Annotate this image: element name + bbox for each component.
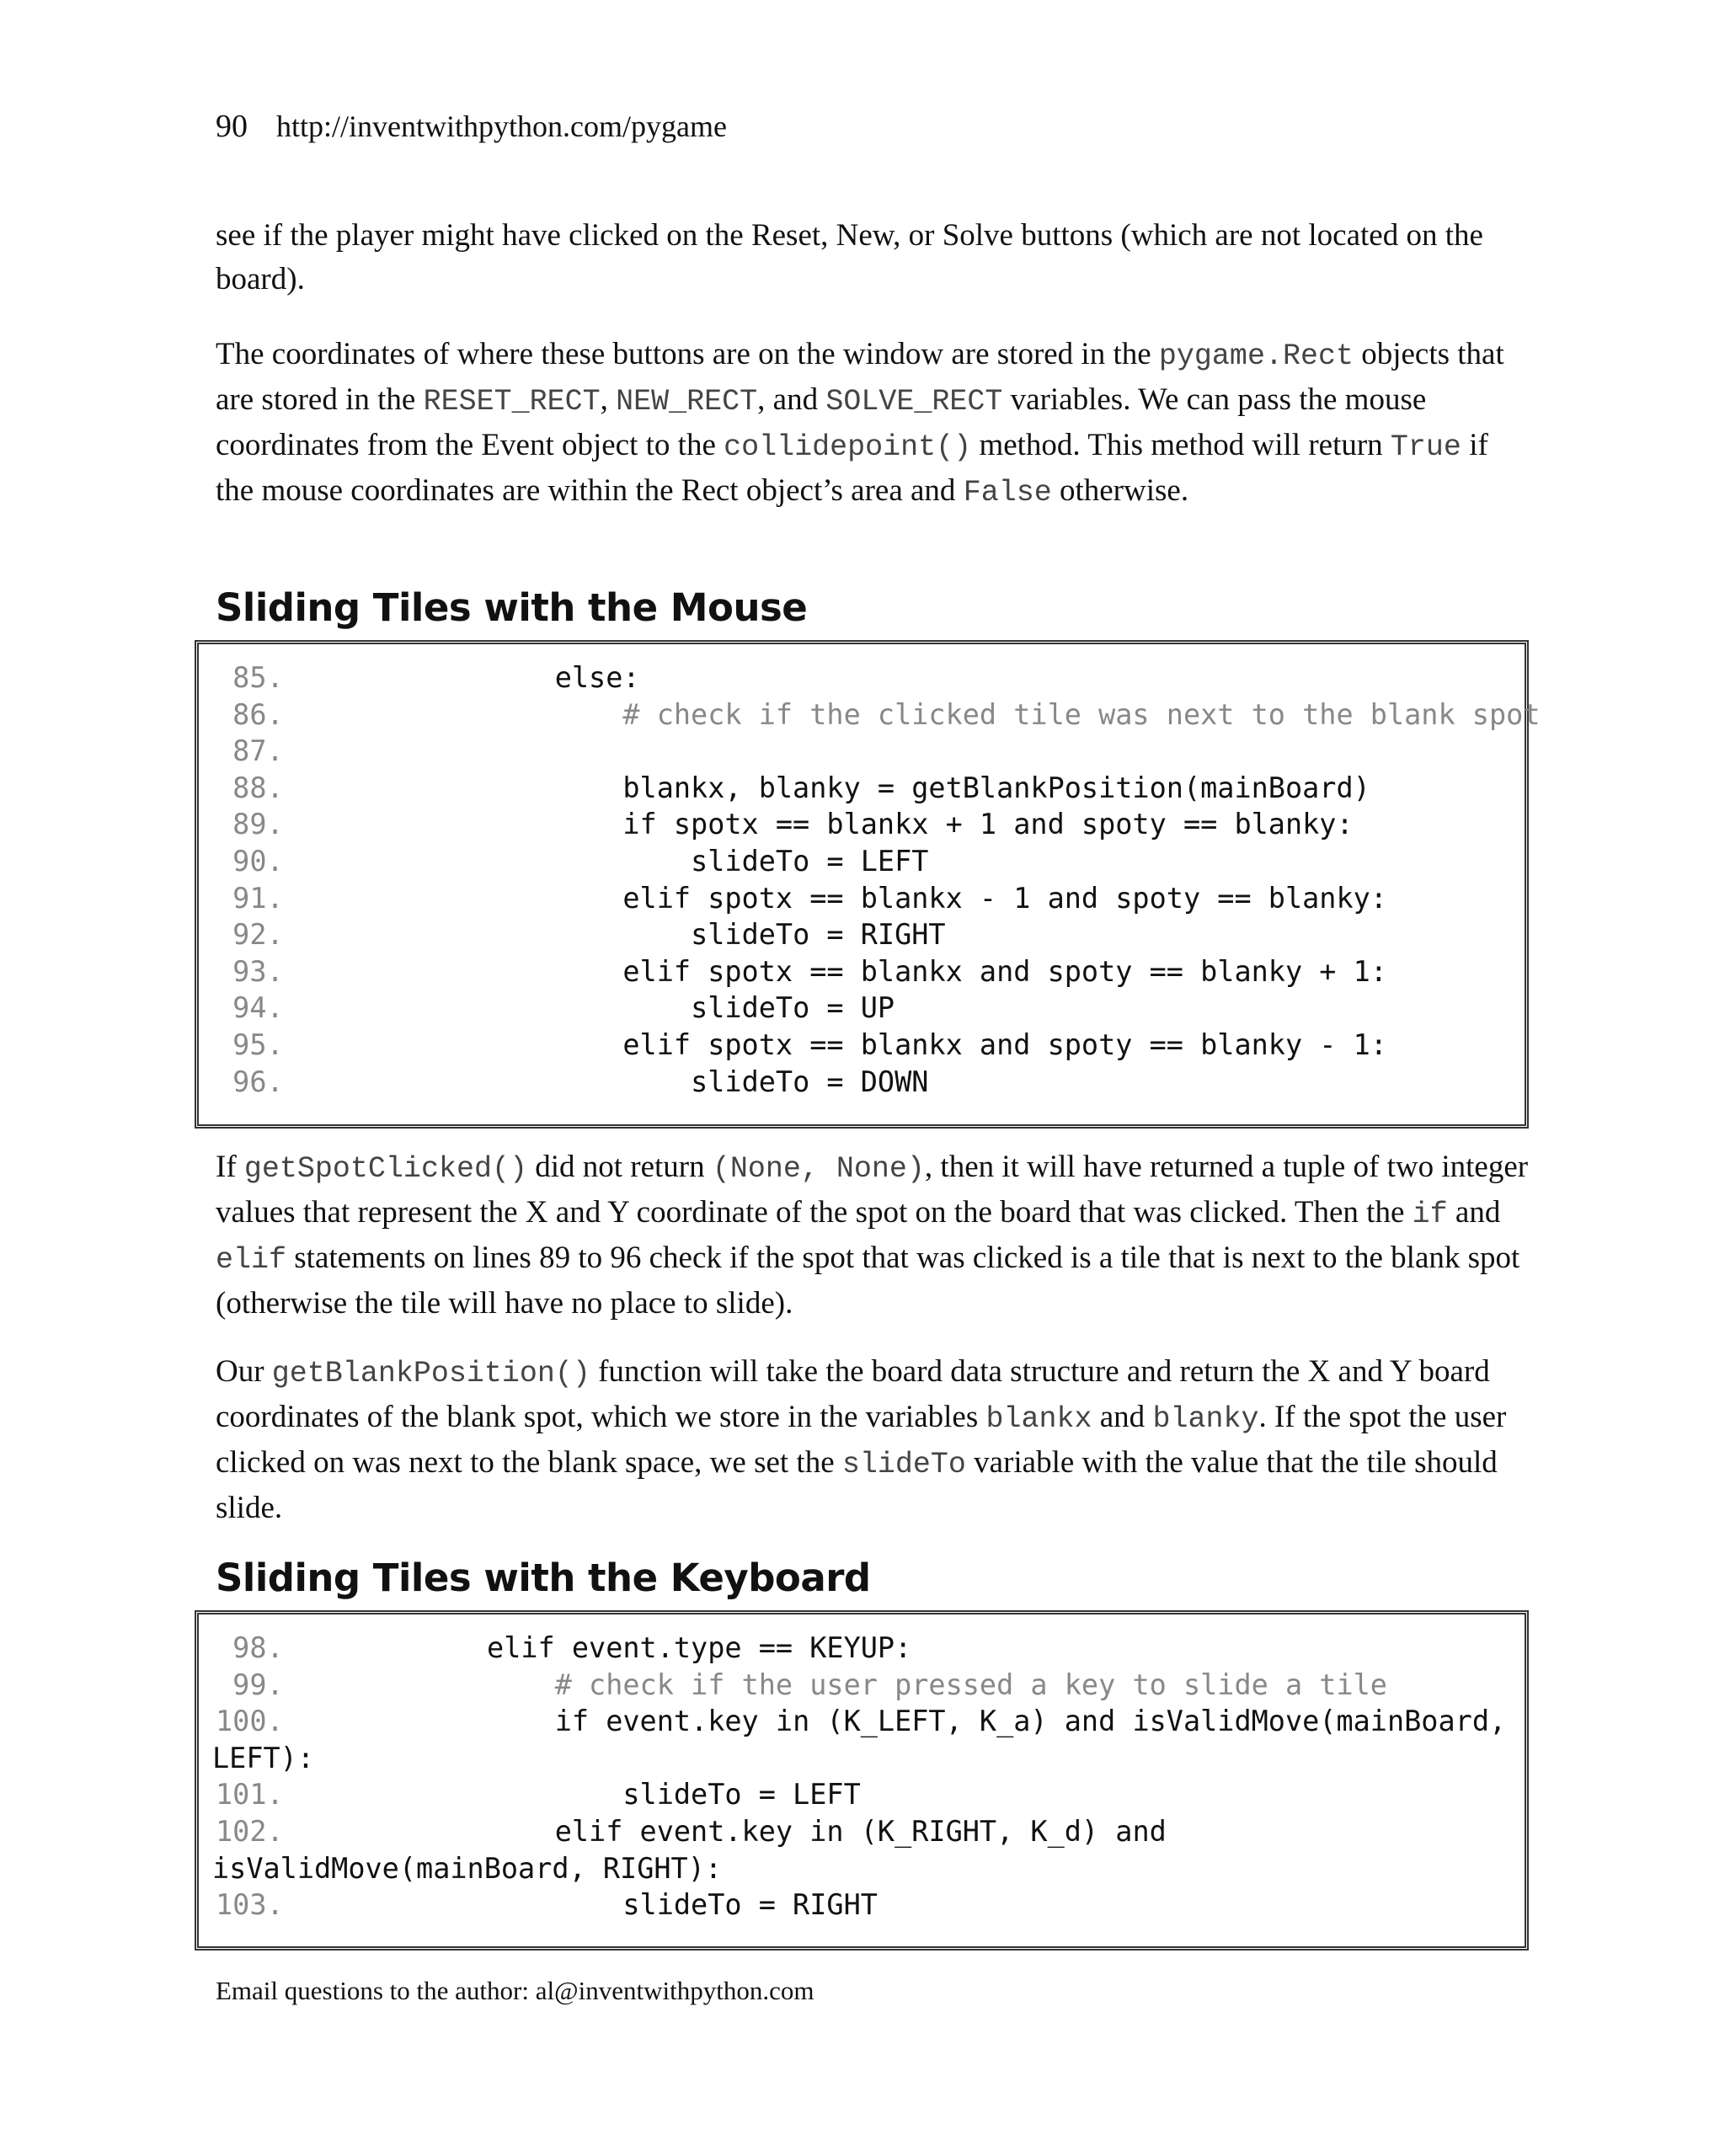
code-indent <box>283 991 691 1024</box>
line-number: 85. <box>216 661 284 694</box>
code-line <box>216 1064 1525 1101</box>
line-number: 101. <box>216 1778 284 1812</box>
code-text: slideTo = LEFT <box>622 1778 861 1812</box>
paragraph-spot-clicked <box>216 1145 1530 1326</box>
code-line <box>216 770 1525 807</box>
code-indent <box>283 1888 622 1921</box>
line-number: 103. <box>216 1888 284 1922</box>
inline-code: collidepoint() <box>724 430 972 464</box>
line-number: 91. <box>216 881 284 915</box>
code-indent <box>283 1028 622 1061</box>
code-comment: # check if the user pressed a key to slide a tile <box>554 1668 1387 1701</box>
text-run: . If the spot the user clicked on was next to the blank space, we set the <box>216 1400 1507 1480</box>
code-text: slideTo = UP <box>691 991 895 1025</box>
code-text: blankx, blanky = getBlankPosition(mainBoard) <box>622 771 1370 804</box>
code-indent <box>283 698 622 731</box>
paragraph-text: see if the player might have clicked on the Reset, New, or Solve buttons (which are not located on the board). <box>216 218 1483 296</box>
line-number: 100. <box>216 1705 284 1738</box>
line-number: 89. <box>216 808 284 841</box>
text-run: The coordinates of where these buttons are on the window are stored in the <box>216 337 1159 371</box>
section-heading-keyboard: Sliding Tiles with the Keyboard <box>216 1556 871 1600</box>
line-number: 96. <box>216 1065 284 1098</box>
code-line <box>216 953 1525 990</box>
code-text: else: <box>554 661 640 694</box>
text-run: otherwise. <box>1051 473 1189 508</box>
text-run: did not return <box>526 1150 713 1184</box>
code-listing-body <box>199 644 1541 1115</box>
text-run: objects that are stored in the <box>216 337 1504 417</box>
inline-code: elif <box>216 1243 287 1277</box>
code-text: slideTo = RIGHT <box>691 918 946 952</box>
text-run: Our <box>216 1354 272 1389</box>
inline-code: getSpotClicked() <box>243 1152 527 1186</box>
text-run: and <box>1447 1195 1501 1230</box>
text-run: if the mouse coordinates are within the Rect object’s area and <box>216 428 1488 508</box>
code-text: elif event.type == KEYUP: <box>487 1631 912 1664</box>
inline-code: (None, None) <box>712 1152 925 1186</box>
text-run: , then it will have returned a tuple of two integer values that represent the X and Y coordinate of the spot on the board that was clicked. Then the <box>216 1150 1529 1230</box>
code-indent <box>283 1815 555 1848</box>
code-line <box>216 1886 1525 1924</box>
code-continuation: isValidMove(mainBoard, RIGHT): <box>212 1851 723 1885</box>
paragraph-rect-coordinates <box>216 333 1530 515</box>
code-indent <box>283 918 691 951</box>
line-number: 90. <box>216 844 284 878</box>
code-indent <box>283 661 555 694</box>
code-indent <box>283 1668 555 1701</box>
text-run: , and <box>757 382 826 417</box>
code-text: elif spotx == blankx and spoty == blanky + 1: <box>622 954 1387 988</box>
code-line <box>216 733 1525 770</box>
paragraph-blank-position <box>216 1350 1530 1530</box>
code-line <box>216 1027 1525 1064</box>
code-text: elif event.key in (K_RIGHT, K_d) and <box>554 1814 1167 1848</box>
code-indent <box>283 845 691 878</box>
code-indent <box>283 882 622 915</box>
inline-code: blankx <box>985 1402 1092 1436</box>
code-listing-mouse <box>195 640 1541 1129</box>
text-run: , <box>600 382 617 417</box>
code-indent <box>283 1065 691 1098</box>
inline-code: True <box>1390 430 1461 464</box>
line-number: 95. <box>216 1027 284 1061</box>
page-header <box>216 108 727 145</box>
header-url: http://inventwithpython.com/pygame <box>276 109 727 143</box>
line-number: 93. <box>216 954 284 988</box>
code-line <box>216 696 1541 734</box>
code-listing-body <box>199 1614 1525 1939</box>
code-line <box>216 916 1525 953</box>
inline-code: blanky <box>1152 1402 1259 1436</box>
code-listing-keyboard <box>195 1610 1529 1951</box>
code-line <box>216 1630 1525 1667</box>
section-heading-mouse: Sliding Tiles with the Mouse <box>216 585 808 630</box>
line-number: 86. <box>216 697 284 731</box>
line-number: 92. <box>216 918 284 952</box>
inline-code: getBlankPosition() <box>271 1357 590 1390</box>
line-number: 99. <box>216 1668 284 1701</box>
inline-code: slideTo <box>841 1448 966 1481</box>
code-text: slideTo = DOWN <box>691 1065 929 1098</box>
text-run: and <box>1092 1400 1153 1434</box>
line-number: 87. <box>216 734 284 768</box>
line-number: 94. <box>216 991 284 1025</box>
text-run: variable with the value that the tile should slide. <box>216 1445 1498 1525</box>
code-text: elif spotx == blankx - 1 and spoty == blanky: <box>622 881 1387 915</box>
text-run: method. This method will return <box>971 428 1391 462</box>
code-line <box>216 1776 1525 1813</box>
code-text: slideTo = LEFT <box>691 844 929 878</box>
code-line <box>216 659 1525 696</box>
code-continuation: LEFT): <box>212 1741 315 1774</box>
code-indent <box>283 771 622 804</box>
code-text: slideTo = RIGHT <box>622 1888 878 1922</box>
code-line <box>216 1813 1525 1850</box>
code-indent <box>283 808 622 841</box>
inline-code: RESET_RECT <box>423 385 601 419</box>
text-run: If <box>216 1150 244 1184</box>
text-run: variables. We can pass the mouse coordinates from the Event object to the <box>216 382 1427 462</box>
code-comment: # check if the clicked tile was next to the blank spot <box>622 697 1541 731</box>
page-number: 90 <box>216 109 248 144</box>
inline-code: if <box>1412 1198 1448 1231</box>
inline-code: pygame.Rect <box>1158 339 1354 373</box>
code-line <box>216 1667 1525 1704</box>
code-line <box>216 990 1525 1027</box>
code-text: elif spotx == blankx and spoty == blanky - 1: <box>622 1027 1387 1061</box>
code-line <box>216 1703 1525 1740</box>
code-line <box>216 843 1525 880</box>
code-indent <box>283 1778 622 1811</box>
paragraph-buttons-intro <box>216 214 1530 302</box>
line-number: 102. <box>216 1814 284 1848</box>
code-indent <box>283 955 622 988</box>
code-text: if event.key in (K_LEFT, K_a) and isValidMove(mainBoard, <box>554 1705 1507 1738</box>
code-line <box>216 806 1525 843</box>
line-number: 88. <box>216 771 284 804</box>
code-indent <box>283 1705 555 1737</box>
inline-code: False <box>963 476 1052 510</box>
line-number: 98. <box>216 1631 284 1664</box>
inline-code: NEW_RECT <box>616 385 758 419</box>
code-text: if spotx == blankx + 1 and spoty == blanky: <box>622 808 1354 841</box>
page-footer: Email questions to the author: al@inventwithpython.com <box>216 1976 814 2005</box>
code-indent <box>283 1631 487 1664</box>
inline-code: SOLVE_RECT <box>825 385 1003 419</box>
code-line <box>216 880 1525 917</box>
text-run: statements on lines 89 to 96 check if the spot that was clicked is a tile that is next to the blank spot (otherwise the tile will have no place to slide). <box>216 1241 1520 1321</box>
text-run: function will take the board data structure and return the X and Y board coordinates of the blank spot, which we store in the variables <box>216 1354 1490 1434</box>
